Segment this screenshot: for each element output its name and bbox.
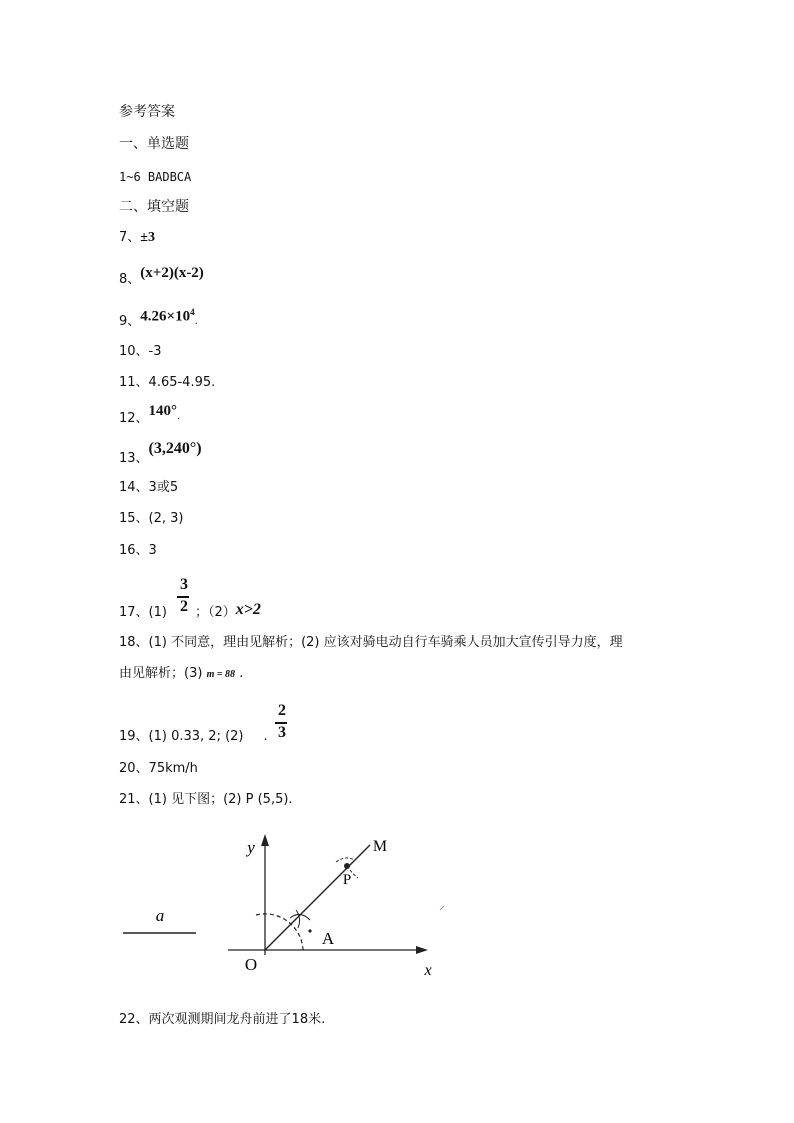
label-M: M	[372, 838, 388, 855]
answer-13-value: (3,240°)	[148, 440, 202, 457]
answer-17-mid: ；（2）	[194, 605, 236, 620]
answer-12-tail: .	[177, 411, 181, 422]
answer-1-6: 1~6 BADBCA	[119, 170, 192, 184]
point-P	[344, 863, 350, 869]
answer-8-value: (x+2)(x-2)	[140, 265, 204, 281]
y-axis-arrow	[261, 834, 269, 846]
P-arc-1	[336, 858, 354, 862]
label-a: a	[155, 906, 165, 925]
answer-9-tail: .	[194, 316, 198, 328]
point-A	[308, 929, 311, 932]
ray-OM	[265, 845, 370, 950]
answer-22: 22、两次观测期间龙舟前进了18米.	[119, 1012, 326, 1027]
section-fill-in: 二、填空题	[119, 199, 189, 215]
answer-17-number: 17、(1)	[119, 605, 167, 620]
label-P: P	[342, 872, 352, 888]
answer-11: 11、4.65-4.95.	[119, 375, 216, 390]
section-single-choice: 一、单选题	[119, 136, 189, 152]
answer-12-value: 140°	[148, 403, 178, 419]
answer-10: 10、-3	[119, 344, 162, 359]
label-x: x	[424, 962, 432, 979]
answer-7-value: ±3	[140, 230, 155, 245]
P-arc-2	[350, 870, 358, 878]
answer-14: 14、3或5	[119, 480, 179, 495]
answer-20: 20、75km/h	[119, 761, 198, 776]
stray-mark	[440, 906, 444, 910]
answer-7-number: 7、	[119, 230, 141, 245]
answer-19-numerator: 2	[278, 702, 286, 719]
label-A: A	[321, 929, 335, 948]
label-O: O	[244, 955, 258, 974]
answer-19-pre: 19、(1) 0.33, 2; (2)	[119, 729, 244, 744]
answer-key-title: 参考答案	[119, 104, 175, 120]
answer-9-exponent: 4	[190, 307, 195, 317]
answer-9-number: 9、	[119, 314, 141, 330]
answer-17-part2: x>2	[235, 601, 261, 618]
answer-18-line1: 18、(1) 不同意，理由见解析；(2) 应该对骑电动自行车骑乘人员加大宣传引导力度，理	[119, 635, 623, 650]
answer-17-numerator: 3	[180, 576, 188, 593]
answer-13-number: 13、	[119, 451, 149, 466]
answer-9-base: 4.26×10	[140, 308, 191, 325]
answer-16: 16、3	[119, 543, 157, 558]
x-axis-arrow	[416, 946, 428, 954]
answer-19-denominator: 3	[278, 724, 286, 741]
answer-18-line2-post: .	[239, 666, 244, 681]
answer-17-denominator: 2	[180, 598, 188, 615]
answer-12-number: 12、	[119, 411, 149, 426]
answer-18-m-expression: m = 88	[206, 669, 236, 680]
answer-21: 21、(1) 见下图；(2) P (5,5).	[119, 792, 293, 807]
answer-8-number: 8、	[119, 272, 141, 287]
label-y: y	[247, 838, 255, 857]
answer-15: 15、(2, 3)	[119, 511, 184, 526]
answer-19-post: .	[263, 729, 268, 744]
answer-18-line2-pre: 由见解析；(3)	[119, 666, 203, 681]
